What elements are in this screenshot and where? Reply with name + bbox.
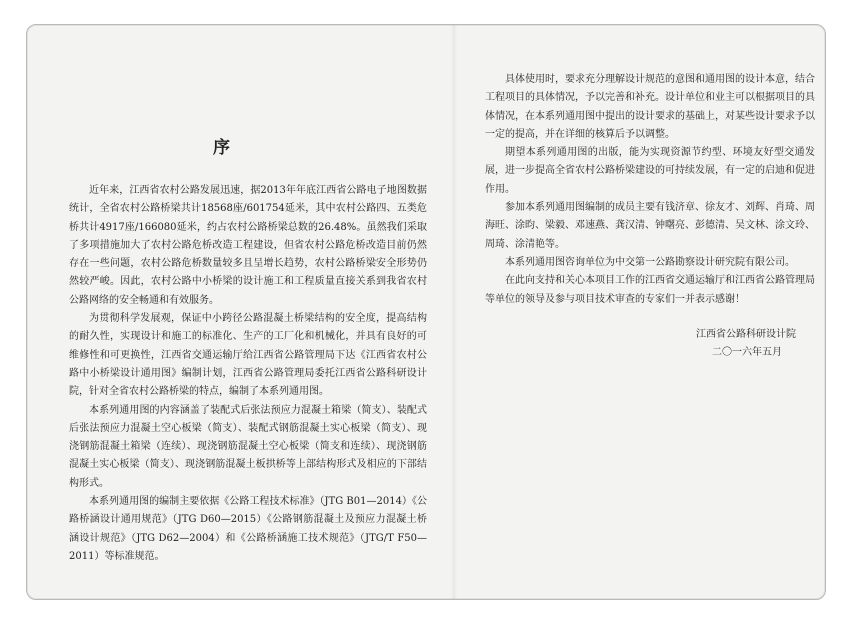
left-page <box>27 25 452 599</box>
signature-date: 二〇一六年五月 <box>712 347 782 358</box>
paragraph: 在此向支持和关心本项目工作的江西省交通运输厅和江西省公路管理局等单位的领导及参与项目技术审查的专家们一并表示感谢！ <box>485 275 815 305</box>
page-title: 序 <box>213 138 232 158</box>
paragraph: 本系列通用图的内容涵盖了装配式后张法预应力混凝土箱梁（简支）、装配式后张法预应力混凝土空心板梁（简支）、装配式钢筋混凝土实心板梁（简支）、现浇钢筋混凝土箱梁（连续）、现浇钢筋混凝土空心板梁（简支和连续）、现浇钢筋混凝土实心板梁（简支）、现浇钢筋混凝土板拱桥等上部结构形式及相应的下部结构形式。 <box>69 404 427 489</box>
book-spread <box>26 24 826 600</box>
paragraph: 本系列通用图的编制主要依据《公路工程技术标准》（JTG B01—2014）《公路桥涵设计通用规范》（JTG D60—2015）《公路钢筋混凝土及预应力混凝土桥涵设计规范》（JTG D62—2004）和《公路桥涵施工技术规范》（JTG/T F50—2011）等标准规范。 <box>69 496 427 562</box>
paragraph: 期望本系列通用图的出版，能为实现资源节约型、环境友好型交通发展，进一步提高全省农村公路桥梁建设的可持续发展，有一定的启迪和促进作用。 <box>485 147 815 195</box>
paragraph: 具体使用时，要求充分理解设计规范的意图和通用图的设计本意，结合工程项目的具体情况，予以完善和补充。设计单位和业主可以根据项目的具体情况，在本系列通用图中提出的设计要求的基础上，对某些设计要求予以一定的提高，并在详细的核算后予以调整。 <box>485 74 815 140</box>
paragraph: 本系列通用图咨询单位为中交第一公路勘察设计研究院有限公司。 <box>505 256 795 268</box>
right-body-text <box>485 71 815 309</box>
signature-org: 江西省公路科研设计院 <box>696 329 796 340</box>
paragraph: 参加本系列通用图编制的成员主要有钱济章、徐友才、刘辉、肖琦、周海旺、涂昀、梁毅、邓速燕、龚汉清、钟曙亮、彭德清、吴文林、涂文玲、周琦、涂清艳等。 <box>485 202 815 250</box>
left-body-text <box>69 182 427 566</box>
paragraph: 近年来，江西省农村公路发展迅速，据2013年年底江西省公路电子地图数据统计，全省农村公路桥梁共计18568座/601754延米，其中农村公路四、五类危桥共计4917座/166080延米，约占农村公路桥梁总数的26.48%。虽然我们采取了多项措施加大了农村公路危桥改造工程建设，但省农村公路危桥改造目前仍然存在一些问题，农村公路危桥数量较多且呈增长趋势，农村公路桥梁安全形势仍然较严峻。因此，农村公路中小桥梁的设计施工和工程质量直接关系到我省农村公路网络的安全畅通和有效服务。 <box>69 185 427 306</box>
paragraph: 为贯彻科学发展观，保证中小跨径公路混凝土桥梁结构的安全度，提高结构的耐久性，实现设计和施工的标准化、生产的工厂化和机械化，并具有良好的可维修性和可更换性，江西省交通运输厅给江西省公路管理局下达《江西省农村公路中小桥梁设计通用图》编制计划，江西省公路管理局委托江西省公路科研设计院，针对全省农村公路桥梁的特点，编制了本系列通用图。 <box>69 313 427 398</box>
right-page <box>457 25 825 599</box>
